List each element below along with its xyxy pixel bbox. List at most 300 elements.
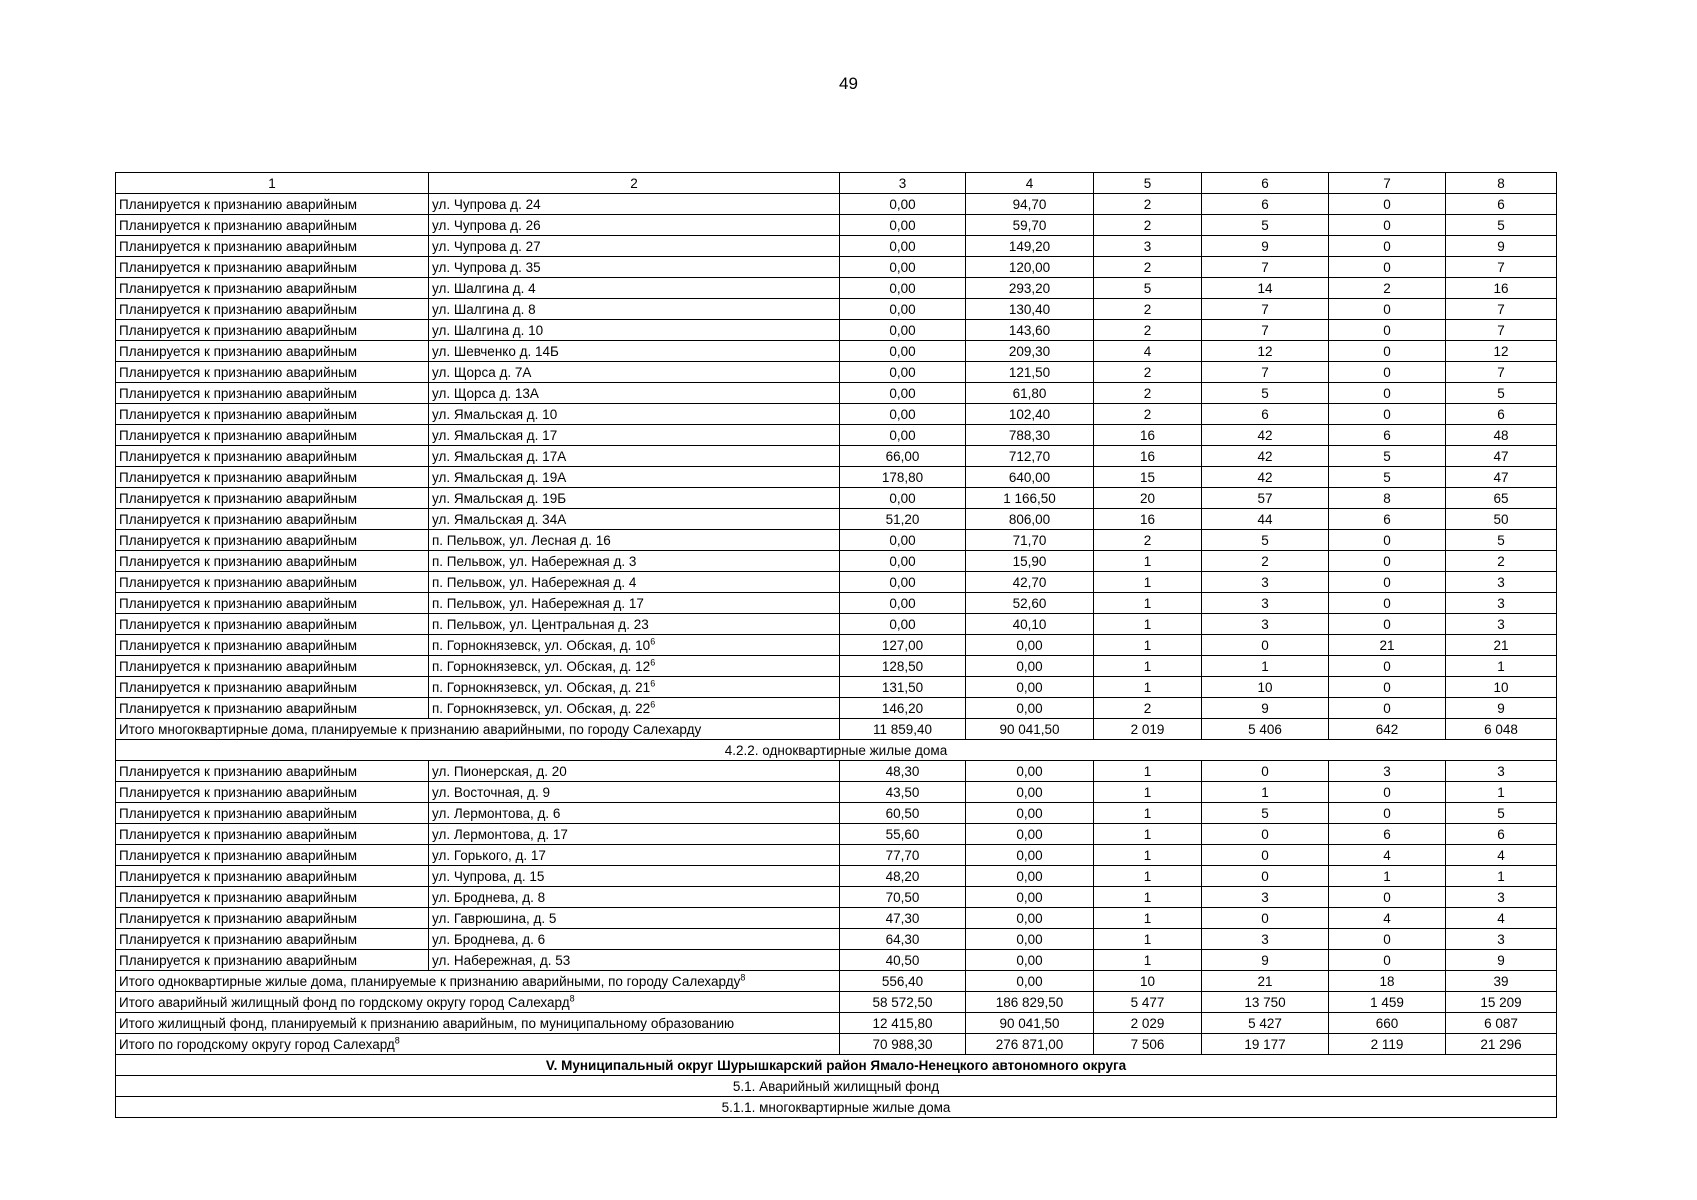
value-cell-v3: 556,40 bbox=[840, 971, 966, 992]
value-cell-v3: 127,00 bbox=[840, 635, 966, 656]
value-cell-v5: 1 bbox=[1094, 551, 1202, 572]
value-cell-v6: 3 bbox=[1202, 614, 1329, 635]
value-cell-v5: 1 bbox=[1094, 929, 1202, 950]
value-cell-v4: 40,10 bbox=[966, 614, 1094, 635]
value-cell-v3: 70,50 bbox=[840, 887, 966, 908]
table-row bbox=[116, 530, 1557, 551]
address-cell: ул. Чупрова д. 35 bbox=[429, 257, 840, 278]
value-cell-v3: 0,00 bbox=[840, 572, 966, 593]
value-cell-v3: 131,50 bbox=[840, 677, 966, 698]
value-cell-v3: 12 415,80 bbox=[840, 1013, 966, 1034]
table-row bbox=[116, 782, 1557, 803]
address-cell: ул. Гаврюшина, д. 5 bbox=[429, 908, 840, 929]
value-cell-v4: 788,30 bbox=[966, 425, 1094, 446]
table-row bbox=[116, 404, 1557, 425]
status-cell: Планируется к признанию аварийным bbox=[116, 446, 429, 467]
value-cell-v5: 5 bbox=[1094, 278, 1202, 299]
total-label bbox=[116, 992, 840, 1013]
value-cell-v6: 0 bbox=[1202, 908, 1329, 929]
status-cell: Планируется к признанию аварийным bbox=[116, 887, 429, 908]
value-cell-v8: 21 296 bbox=[1446, 1034, 1557, 1055]
value-cell-v5: 1 bbox=[1094, 635, 1202, 656]
value-cell-v7: 18 bbox=[1329, 971, 1446, 992]
table-row bbox=[116, 320, 1557, 341]
value-cell-v4: 42,70 bbox=[966, 572, 1094, 593]
value-cell-v7: 0 bbox=[1329, 404, 1446, 425]
value-cell-v5: 1 bbox=[1094, 614, 1202, 635]
value-cell-v6: 3 bbox=[1202, 887, 1329, 908]
status-cell: Планируется к признанию аварийным bbox=[116, 383, 429, 404]
value-cell-v3: 48,30 bbox=[840, 761, 966, 782]
value-cell-v4: 71,70 bbox=[966, 530, 1094, 551]
value-cell-v6: 42 bbox=[1202, 425, 1329, 446]
section-multi-apartment-title: 5.1.1. многоквартирные жилые дома bbox=[116, 1097, 1557, 1118]
value-cell-v3: 0,00 bbox=[840, 383, 966, 404]
address-cell: ул. Щорса д. 13А bbox=[429, 383, 840, 404]
value-cell-v5: 2 bbox=[1094, 362, 1202, 383]
value-cell-v4: 120,00 bbox=[966, 257, 1094, 278]
value-cell-v6: 0 bbox=[1202, 866, 1329, 887]
value-cell-v5: 1 bbox=[1094, 656, 1202, 677]
value-cell-v3: 0,00 bbox=[840, 194, 966, 215]
status-cell: Планируется к признанию аварийным bbox=[116, 782, 429, 803]
total-label bbox=[116, 971, 840, 992]
table-row bbox=[116, 278, 1557, 299]
value-cell-v8: 3 bbox=[1446, 593, 1557, 614]
value-cell-v5: 1 bbox=[1094, 782, 1202, 803]
value-cell-v5: 1 bbox=[1094, 572, 1202, 593]
total-label: Итого жилищный фонд, планируемый к признанию аварийным, по муниципальному образованию bbox=[116, 1013, 840, 1034]
value-cell-v8: 39 bbox=[1446, 971, 1557, 992]
value-cell-v3: 58 572,50 bbox=[840, 992, 966, 1013]
value-cell-v3: 0,00 bbox=[840, 257, 966, 278]
table-row bbox=[116, 488, 1557, 509]
value-cell-v3: 47,30 bbox=[840, 908, 966, 929]
value-cell-v3: 0,00 bbox=[840, 215, 966, 236]
value-cell-v4: 209,30 bbox=[966, 341, 1094, 362]
value-cell-v6: 0 bbox=[1202, 635, 1329, 656]
value-cell-v7: 5 bbox=[1329, 467, 1446, 488]
total-row bbox=[116, 992, 1557, 1013]
section-emergency-fund bbox=[116, 1076, 1557, 1097]
value-cell-v6: 3 bbox=[1202, 593, 1329, 614]
address-cell: ул. Чупрова д. 24 bbox=[429, 194, 840, 215]
section-single-houses-title: 4.2.2. одноквартирные жилые дома bbox=[116, 740, 1557, 761]
value-cell-v4: 94,70 bbox=[966, 194, 1094, 215]
value-cell-v5: 2 029 bbox=[1094, 1013, 1202, 1034]
value-cell-v3: 0,00 bbox=[840, 551, 966, 572]
col-header: 4 bbox=[966, 173, 1094, 194]
value-cell-v8: 50 bbox=[1446, 509, 1557, 530]
footnote-mark: 8 bbox=[569, 993, 575, 1003]
total-row bbox=[116, 971, 1557, 992]
address-cell: п. Пельвож, ул. Набережная д. 17 bbox=[429, 593, 840, 614]
value-cell-v7: 2 bbox=[1329, 278, 1446, 299]
value-cell-v4: 0,00 bbox=[966, 824, 1094, 845]
total-label-text: Итого одноквартирные жилые дома, планируемые к признанию аварийными, по городу Салехарду bbox=[119, 973, 741, 989]
address-cell: ул. Лермонтова, д. 17 bbox=[429, 824, 840, 845]
value-cell-v5: 1 bbox=[1094, 593, 1202, 614]
value-cell-v6: 0 bbox=[1202, 761, 1329, 782]
value-cell-v4: 0,00 bbox=[966, 803, 1094, 824]
value-cell-v7: 0 bbox=[1329, 320, 1446, 341]
address-cell: ул. Лермонтова, д. 6 bbox=[429, 803, 840, 824]
value-cell-v7: 0 bbox=[1329, 341, 1446, 362]
value-cell-v7: 0 bbox=[1329, 236, 1446, 257]
total-label bbox=[116, 1034, 840, 1055]
footnote-mark: 6 bbox=[650, 678, 656, 688]
value-cell-v6: 10 bbox=[1202, 677, 1329, 698]
address-cell: п. Пельвож, ул. Набережная д. 3 bbox=[429, 551, 840, 572]
value-cell-v3: 66,00 bbox=[840, 446, 966, 467]
table-row bbox=[116, 908, 1557, 929]
value-cell-v7: 0 bbox=[1329, 551, 1446, 572]
table-row bbox=[116, 425, 1557, 446]
address-cell: ул. Ямальская д. 10 bbox=[429, 404, 840, 425]
value-cell-v7: 4 bbox=[1329, 845, 1446, 866]
col-header: 5 bbox=[1094, 173, 1202, 194]
value-cell-v8: 7 bbox=[1446, 299, 1557, 320]
total-row bbox=[116, 719, 1557, 740]
col-header: 3 bbox=[840, 173, 966, 194]
value-cell-v4: 806,00 bbox=[966, 509, 1094, 530]
value-cell-v3: 40,50 bbox=[840, 950, 966, 971]
value-cell-v8: 65 bbox=[1446, 488, 1557, 509]
value-cell-v3: 60,50 bbox=[840, 803, 966, 824]
table-row bbox=[116, 614, 1557, 635]
total-label: Итого многоквартирные дома, планируемые к признанию аварийными, по городу Салехарду bbox=[116, 719, 840, 740]
status-cell: Планируется к признанию аварийным bbox=[116, 194, 429, 215]
table-row bbox=[116, 761, 1557, 782]
address-cell: п. Пельвож, ул. Лесная д. 16 bbox=[429, 530, 840, 551]
value-cell-v5: 16 bbox=[1094, 425, 1202, 446]
value-cell-v7: 4 bbox=[1329, 908, 1446, 929]
value-cell-v8: 6 bbox=[1446, 824, 1557, 845]
table-row bbox=[116, 635, 1557, 656]
value-cell-v3: 55,60 bbox=[840, 824, 966, 845]
status-cell: Планируется к признанию аварийным bbox=[116, 572, 429, 593]
value-cell-v3: 0,00 bbox=[840, 530, 966, 551]
value-cell-v4: 130,40 bbox=[966, 299, 1094, 320]
value-cell-v6: 1 bbox=[1202, 656, 1329, 677]
value-cell-v4: 640,00 bbox=[966, 467, 1094, 488]
address-cell: п. Пельвож, ул. Центральная д. 23 bbox=[429, 614, 840, 635]
value-cell-v5: 1 bbox=[1094, 950, 1202, 971]
value-cell-v8: 6 048 bbox=[1446, 719, 1557, 740]
status-cell: Планируется к признанию аварийным bbox=[116, 530, 429, 551]
value-cell-v7: 1 bbox=[1329, 866, 1446, 887]
value-cell-v7: 0 bbox=[1329, 887, 1446, 908]
page-number: 49 bbox=[839, 74, 858, 93]
value-cell-v5: 10 bbox=[1094, 971, 1202, 992]
status-cell: Планируется к признанию аварийным bbox=[116, 803, 429, 824]
address-cell: ул. Броднева, д. 6 bbox=[429, 929, 840, 950]
value-cell-v4: 0,00 bbox=[966, 656, 1094, 677]
value-cell-v4: 1 166,50 bbox=[966, 488, 1094, 509]
address-cell: ул. Шалгина д. 8 bbox=[429, 299, 840, 320]
value-cell-v5: 2 019 bbox=[1094, 719, 1202, 740]
status-cell: Планируется к признанию аварийным bbox=[116, 824, 429, 845]
value-cell-v4: 0,00 bbox=[966, 866, 1094, 887]
value-cell-v6: 6 bbox=[1202, 404, 1329, 425]
table-row bbox=[116, 656, 1557, 677]
value-cell-v8: 1 bbox=[1446, 866, 1557, 887]
value-cell-v8: 3 bbox=[1446, 929, 1557, 950]
value-cell-v8: 48 bbox=[1446, 425, 1557, 446]
value-cell-v7: 0 bbox=[1329, 614, 1446, 635]
total-label-text: Итого аварийный жилищный фонд по гордскому округу город Салехард bbox=[119, 994, 570, 1010]
status-cell: Планируется к признанию аварийным bbox=[116, 866, 429, 887]
value-cell-v6: 5 406 bbox=[1202, 719, 1329, 740]
value-cell-v5: 1 bbox=[1094, 761, 1202, 782]
value-cell-v8: 10 bbox=[1446, 677, 1557, 698]
value-cell-v8: 5 bbox=[1446, 383, 1557, 404]
table-row bbox=[116, 446, 1557, 467]
total-row bbox=[116, 1034, 1557, 1055]
status-cell: Планируется к признанию аварийным bbox=[116, 299, 429, 320]
value-cell-v3: 77,70 bbox=[840, 845, 966, 866]
status-cell: Планируется к признанию аварийным bbox=[116, 656, 429, 677]
value-cell-v8: 4 bbox=[1446, 908, 1557, 929]
value-cell-v4: 52,60 bbox=[966, 593, 1094, 614]
value-cell-v4: 186 829,50 bbox=[966, 992, 1094, 1013]
address-cell-text: п. Горнокнязевск, ул. Обская, д. 21 bbox=[432, 679, 651, 695]
value-cell-v6: 9 bbox=[1202, 236, 1329, 257]
value-cell-v3: 51,20 bbox=[840, 509, 966, 530]
address-cell: ул. Чупрова, д. 15 bbox=[429, 866, 840, 887]
value-cell-v7: 0 bbox=[1329, 677, 1446, 698]
value-cell-v7: 0 bbox=[1329, 782, 1446, 803]
value-cell-v4: 90 041,50 bbox=[966, 719, 1094, 740]
status-cell: Планируется к признанию аварийным bbox=[116, 215, 429, 236]
table-row bbox=[116, 929, 1557, 950]
value-cell-v8: 3 bbox=[1446, 572, 1557, 593]
value-cell-v6: 2 bbox=[1202, 551, 1329, 572]
value-cell-v6: 7 bbox=[1202, 320, 1329, 341]
value-cell-v8: 47 bbox=[1446, 446, 1557, 467]
value-cell-v3: 0,00 bbox=[840, 488, 966, 509]
value-cell-v8: 5 bbox=[1446, 215, 1557, 236]
footnote-mark: 8 bbox=[740, 972, 746, 982]
value-cell-v4: 0,00 bbox=[966, 635, 1094, 656]
address-cell bbox=[429, 698, 840, 719]
value-cell-v5: 1 bbox=[1094, 866, 1202, 887]
value-cell-v8: 2 bbox=[1446, 551, 1557, 572]
table-row bbox=[116, 257, 1557, 278]
value-cell-v8: 1 bbox=[1446, 656, 1557, 677]
value-cell-v3: 178,80 bbox=[840, 467, 966, 488]
value-cell-v4: 0,00 bbox=[966, 782, 1094, 803]
value-cell-v5: 7 506 bbox=[1094, 1034, 1202, 1055]
status-cell: Планируется к признанию аварийным bbox=[116, 551, 429, 572]
status-cell: Планируется к признанию аварийным bbox=[116, 404, 429, 425]
value-cell-v6: 9 bbox=[1202, 950, 1329, 971]
address-cell-text: п. Горнокнязевск, ул. Обская, д. 10 bbox=[432, 637, 651, 653]
value-cell-v8: 9 bbox=[1446, 236, 1557, 257]
table-row bbox=[116, 362, 1557, 383]
section-single-houses bbox=[116, 740, 1557, 761]
table-row bbox=[116, 299, 1557, 320]
value-cell-v8: 9 bbox=[1446, 950, 1557, 971]
value-cell-v5: 15 bbox=[1094, 467, 1202, 488]
value-cell-v7: 1 459 bbox=[1329, 992, 1446, 1013]
table-row bbox=[116, 194, 1557, 215]
value-cell-v6: 7 bbox=[1202, 257, 1329, 278]
address-cell: ул. Шевченко д. 14Б bbox=[429, 341, 840, 362]
value-cell-v7: 3 bbox=[1329, 761, 1446, 782]
value-cell-v5: 16 bbox=[1094, 446, 1202, 467]
status-cell: Планируется к признанию аварийным bbox=[116, 236, 429, 257]
col-header: 6 bbox=[1202, 173, 1329, 194]
value-cell-v8: 4 bbox=[1446, 845, 1557, 866]
value-cell-v8: 1 bbox=[1446, 782, 1557, 803]
value-cell-v7: 0 bbox=[1329, 572, 1446, 593]
address-cell: ул. Пионерская, д. 20 bbox=[429, 761, 840, 782]
footnote-mark: 6 bbox=[650, 636, 656, 646]
col-header: 7 bbox=[1329, 173, 1446, 194]
value-cell-v3: 0,00 bbox=[840, 593, 966, 614]
value-cell-v4: 293,20 bbox=[966, 278, 1094, 299]
address-cell bbox=[429, 635, 840, 656]
value-cell-v5: 2 bbox=[1094, 194, 1202, 215]
section-municipal-district bbox=[116, 1055, 1557, 1076]
status-cell: Планируется к признанию аварийным bbox=[116, 635, 429, 656]
table-row bbox=[116, 383, 1557, 404]
value-cell-v4: 149,20 bbox=[966, 236, 1094, 257]
table-row bbox=[116, 803, 1557, 824]
housing-registry-table bbox=[115, 172, 1557, 1118]
value-cell-v5: 1 bbox=[1094, 887, 1202, 908]
value-cell-v5: 2 bbox=[1094, 698, 1202, 719]
address-cell-text: п. Горнокнязевск, ул. Обская, д. 22 bbox=[432, 700, 651, 716]
value-cell-v3: 64,30 bbox=[840, 929, 966, 950]
value-cell-v8: 5 bbox=[1446, 530, 1557, 551]
value-cell-v8: 15 209 bbox=[1446, 992, 1557, 1013]
value-cell-v7: 642 bbox=[1329, 719, 1446, 740]
value-cell-v8: 3 bbox=[1446, 761, 1557, 782]
total-label-text: Итого по городскому округу город Салехард bbox=[119, 1036, 395, 1052]
address-cell: ул. Броднева, д. 8 bbox=[429, 887, 840, 908]
value-cell-v4: 0,00 bbox=[966, 950, 1094, 971]
value-cell-v4: 59,70 bbox=[966, 215, 1094, 236]
col-header: 2 bbox=[429, 173, 840, 194]
value-cell-v7: 0 bbox=[1329, 803, 1446, 824]
value-cell-v6: 42 bbox=[1202, 467, 1329, 488]
value-cell-v8: 16 bbox=[1446, 278, 1557, 299]
table-row bbox=[116, 236, 1557, 257]
value-cell-v8: 7 bbox=[1446, 257, 1557, 278]
status-cell: Планируется к признанию аварийным bbox=[116, 677, 429, 698]
status-cell: Планируется к признанию аварийным bbox=[116, 593, 429, 614]
value-cell-v7: 0 bbox=[1329, 929, 1446, 950]
value-cell-v4: 0,00 bbox=[966, 761, 1094, 782]
value-cell-v5: 2 bbox=[1094, 530, 1202, 551]
value-cell-v8: 7 bbox=[1446, 362, 1557, 383]
address-cell: ул. Ямальская д. 34А bbox=[429, 509, 840, 530]
status-cell: Планируется к признанию аварийным bbox=[116, 698, 429, 719]
status-cell: Планируется к признанию аварийным bbox=[116, 908, 429, 929]
total-row bbox=[116, 1013, 1557, 1034]
value-cell-v6: 5 bbox=[1202, 530, 1329, 551]
value-cell-v3: 0,00 bbox=[840, 425, 966, 446]
address-cell: ул. Чупрова д. 26 bbox=[429, 215, 840, 236]
value-cell-v6: 5 bbox=[1202, 215, 1329, 236]
status-cell: Планируется к признанию аварийным bbox=[116, 278, 429, 299]
value-cell-v5: 3 bbox=[1094, 236, 1202, 257]
status-cell: Планируется к признанию аварийным bbox=[116, 488, 429, 509]
status-cell: Планируется к признанию аварийным bbox=[116, 761, 429, 782]
address-cell: ул. Восточная, д. 9 bbox=[429, 782, 840, 803]
value-cell-v8: 7 bbox=[1446, 320, 1557, 341]
address-cell: п. Пельвож, ул. Набережная д. 4 bbox=[429, 572, 840, 593]
address-cell bbox=[429, 656, 840, 677]
value-cell-v7: 0 bbox=[1329, 950, 1446, 971]
value-cell-v6: 0 bbox=[1202, 824, 1329, 845]
value-cell-v5: 2 bbox=[1094, 299, 1202, 320]
value-cell-v3: 128,50 bbox=[840, 656, 966, 677]
status-cell: Планируется к признанию аварийным bbox=[116, 425, 429, 446]
status-cell: Планируется к признанию аварийным bbox=[116, 950, 429, 971]
value-cell-v8: 6 bbox=[1446, 194, 1557, 215]
value-cell-v7: 6 bbox=[1329, 824, 1446, 845]
value-cell-v6: 5 bbox=[1202, 803, 1329, 824]
value-cell-v4: 0,00 bbox=[966, 698, 1094, 719]
value-cell-v7: 0 bbox=[1329, 215, 1446, 236]
value-cell-v6: 44 bbox=[1202, 509, 1329, 530]
status-cell: Планируется к признанию аварийным bbox=[116, 341, 429, 362]
table-row bbox=[116, 698, 1557, 719]
value-cell-v5: 2 bbox=[1094, 383, 1202, 404]
value-cell-v5: 1 bbox=[1094, 824, 1202, 845]
value-cell-v3: 70 988,30 bbox=[840, 1034, 966, 1055]
address-cell: ул. Щорса д. 7А bbox=[429, 362, 840, 383]
value-cell-v4: 121,50 bbox=[966, 362, 1094, 383]
status-cell: Планируется к признанию аварийным bbox=[116, 362, 429, 383]
value-cell-v6: 13 750 bbox=[1202, 992, 1329, 1013]
value-cell-v5: 1 bbox=[1094, 677, 1202, 698]
table-row bbox=[116, 551, 1557, 572]
address-cell: ул. Шалгина д. 4 bbox=[429, 278, 840, 299]
value-cell-v6: 7 bbox=[1202, 299, 1329, 320]
value-cell-v7: 21 bbox=[1329, 635, 1446, 656]
value-cell-v7: 6 bbox=[1329, 509, 1446, 530]
value-cell-v7: 0 bbox=[1329, 383, 1446, 404]
status-cell: Планируется к признанию аварийным bbox=[116, 257, 429, 278]
table-row bbox=[116, 593, 1557, 614]
value-cell-v5: 1 bbox=[1094, 908, 1202, 929]
value-cell-v5: 20 bbox=[1094, 488, 1202, 509]
value-cell-v6: 9 bbox=[1202, 698, 1329, 719]
value-cell-v3: 0,00 bbox=[840, 404, 966, 425]
table-row bbox=[116, 866, 1557, 887]
value-cell-v6: 6 bbox=[1202, 194, 1329, 215]
address-cell: ул. Горького, д. 17 bbox=[429, 845, 840, 866]
value-cell-v5: 2 bbox=[1094, 404, 1202, 425]
value-cell-v6: 21 bbox=[1202, 971, 1329, 992]
value-cell-v7: 0 bbox=[1329, 656, 1446, 677]
value-cell-v3: 0,00 bbox=[840, 320, 966, 341]
value-cell-v5: 1 bbox=[1094, 845, 1202, 866]
address-cell: ул. Ямальская д. 19Б bbox=[429, 488, 840, 509]
value-cell-v3: 0,00 bbox=[840, 278, 966, 299]
address-cell: ул. Ямальская д. 19А bbox=[429, 467, 840, 488]
value-cell-v6: 3 bbox=[1202, 572, 1329, 593]
column-number-row bbox=[116, 173, 1557, 194]
value-cell-v5: 4 bbox=[1094, 341, 1202, 362]
value-cell-v3: 0,00 bbox=[840, 236, 966, 257]
value-cell-v8: 3 bbox=[1446, 614, 1557, 635]
col-header: 8 bbox=[1446, 173, 1557, 194]
